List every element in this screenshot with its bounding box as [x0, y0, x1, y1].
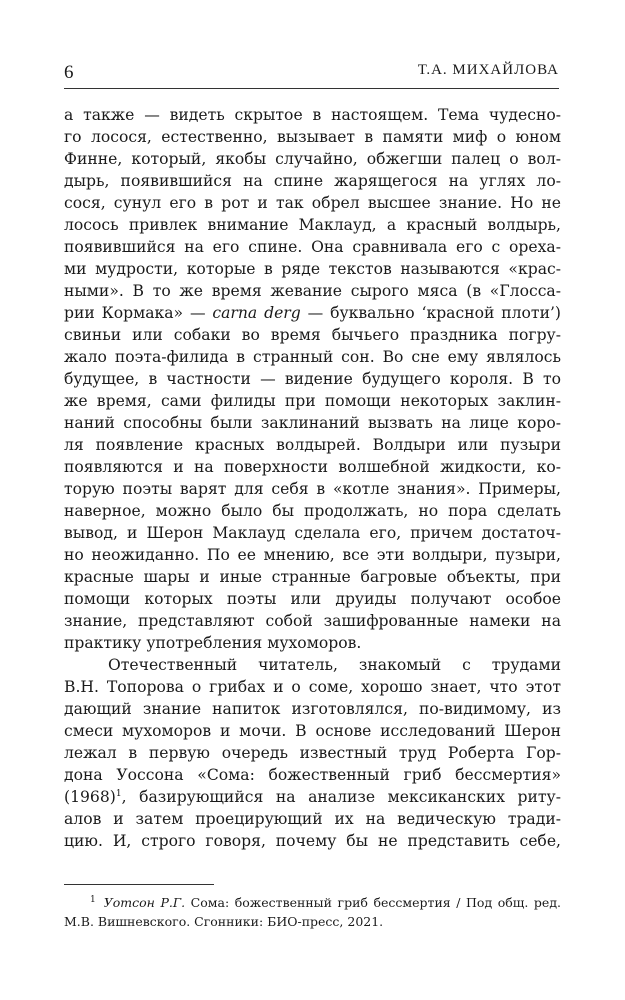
- text-fragment: рии Кормака» —: [64, 304, 213, 322]
- footnote: [64, 891, 561, 931]
- text-line: практику употребления мухоморов.: [64, 634, 362, 652]
- text-line: но неожиданно. По ее мнению, все эти волдыри, пузыри,: [64, 546, 561, 564]
- text-line: дона Уоссона «Сома: божественный гриб бессмертия»: [64, 766, 561, 784]
- text-line: сося, сунул его в рот и так обрел высшее знание. Но не: [64, 194, 561, 212]
- text-line: жало поэта-филида в странный сон. Во сне ему являлось: [64, 348, 561, 366]
- text-line: красные шары и иные странные багровые объекты, при: [64, 568, 561, 586]
- running-head: Т.А. МИХАЙЛОВА: [417, 62, 559, 78]
- text-line: [64, 302, 561, 324]
- text-line: наний способны были заклинаний вызвать на лице коро-: [64, 414, 561, 432]
- text-line: а также — видеть скрытое в настоящем. Тема чудесно-: [64, 106, 561, 124]
- footnote-author: Уотсон Р.Г.: [103, 895, 186, 911]
- text-fragment: — буквально ‘красной плоти’): [300, 304, 561, 322]
- text-line: дающий знание напиток изготовлялся, по-видимому, из: [64, 700, 561, 718]
- text-fragment: (1968): [64, 788, 116, 806]
- text-line: наверное, можно было бы продолжать, но пора сделать: [64, 502, 561, 520]
- text-line: лежал в первую очередь известный труд Роберта Гор-: [64, 744, 561, 762]
- text-line: [64, 786, 561, 808]
- text-line: го лосося, естественно, вызывает в памяти миф о юном: [64, 128, 561, 146]
- text-line: свиньи или собаки во время бычьего праздника погру-: [64, 326, 561, 344]
- text-line: Отечественный читатель, знакомый с трудами: [108, 656, 561, 674]
- text-line: появляются и на поверхности волшебной жидкости, ко-: [64, 458, 561, 476]
- text-line: лосось привлек внимание Маклауд, а красный волдырь,: [64, 216, 561, 234]
- text-line: помощи которых поэты или друиды получают особое: [64, 590, 561, 608]
- page-header: [64, 62, 559, 89]
- text-fragment: , базирующийся на анализе мексиканских риту-: [121, 788, 561, 806]
- text-line: ля появление красных волдырей. Волдыри или пузыри: [64, 436, 561, 454]
- footnote-line: [64, 891, 561, 912]
- text-line: знание, представляют собой зашифрованные намеки на: [64, 612, 561, 630]
- page-number: 6: [64, 62, 74, 83]
- footnote-mark: 1: [90, 895, 96, 905]
- text-line: появившийся на его спине. Она сравнивала его с ореха-: [64, 238, 561, 256]
- text-line: будущее, в частности — видение будущего короля. В то: [64, 370, 561, 388]
- text-line: смеси мухоморов и мочи. В основе исследований Шерон: [64, 722, 561, 740]
- footnote-line: М.В. Вишневского. Сгонники: БИО-пресс, 2021.: [64, 914, 384, 930]
- footnote-divider: [64, 884, 214, 885]
- text-line: вывод, и Шерон Маклауд сделала его, причем достаточ-: [64, 524, 561, 542]
- footnote-ref[interactable]: 1: [115, 788, 122, 799]
- text-line: же время, сами филиды при помощи некоторых заклин-: [64, 392, 561, 410]
- footnote-text: Сома: божественный гриб бессмертия / Под общ. ред.: [185, 895, 561, 911]
- paragraph-1: [64, 104, 561, 654]
- body-text: [64, 104, 561, 852]
- text-line: торую поэты варят для себя в «котле знания». Примеры,: [64, 480, 561, 498]
- text-line: В.Н. Топорова о грибах и о соме, хорошо знает, что этот: [64, 678, 561, 696]
- paragraph-2: [64, 654, 561, 852]
- text-line: цию. И, строго говоря, почему бы не представить себе,: [64, 832, 561, 850]
- text-line: дырь, появившийся на спине жарящегося на углях ло-: [64, 172, 561, 190]
- text-line: Финне, который, якобы случайно, обжегши палец о вол-: [64, 150, 561, 168]
- text-line: ми мудрости, которые в ряде текстов называются «крас-: [64, 260, 561, 278]
- italic-term: carna derg: [212, 304, 301, 322]
- text-line: ными». В то же время жевание сырого мяса (в «Глосса-: [64, 282, 561, 300]
- text-line: алов и затем проецирующий их на ведическую тради-: [64, 810, 561, 828]
